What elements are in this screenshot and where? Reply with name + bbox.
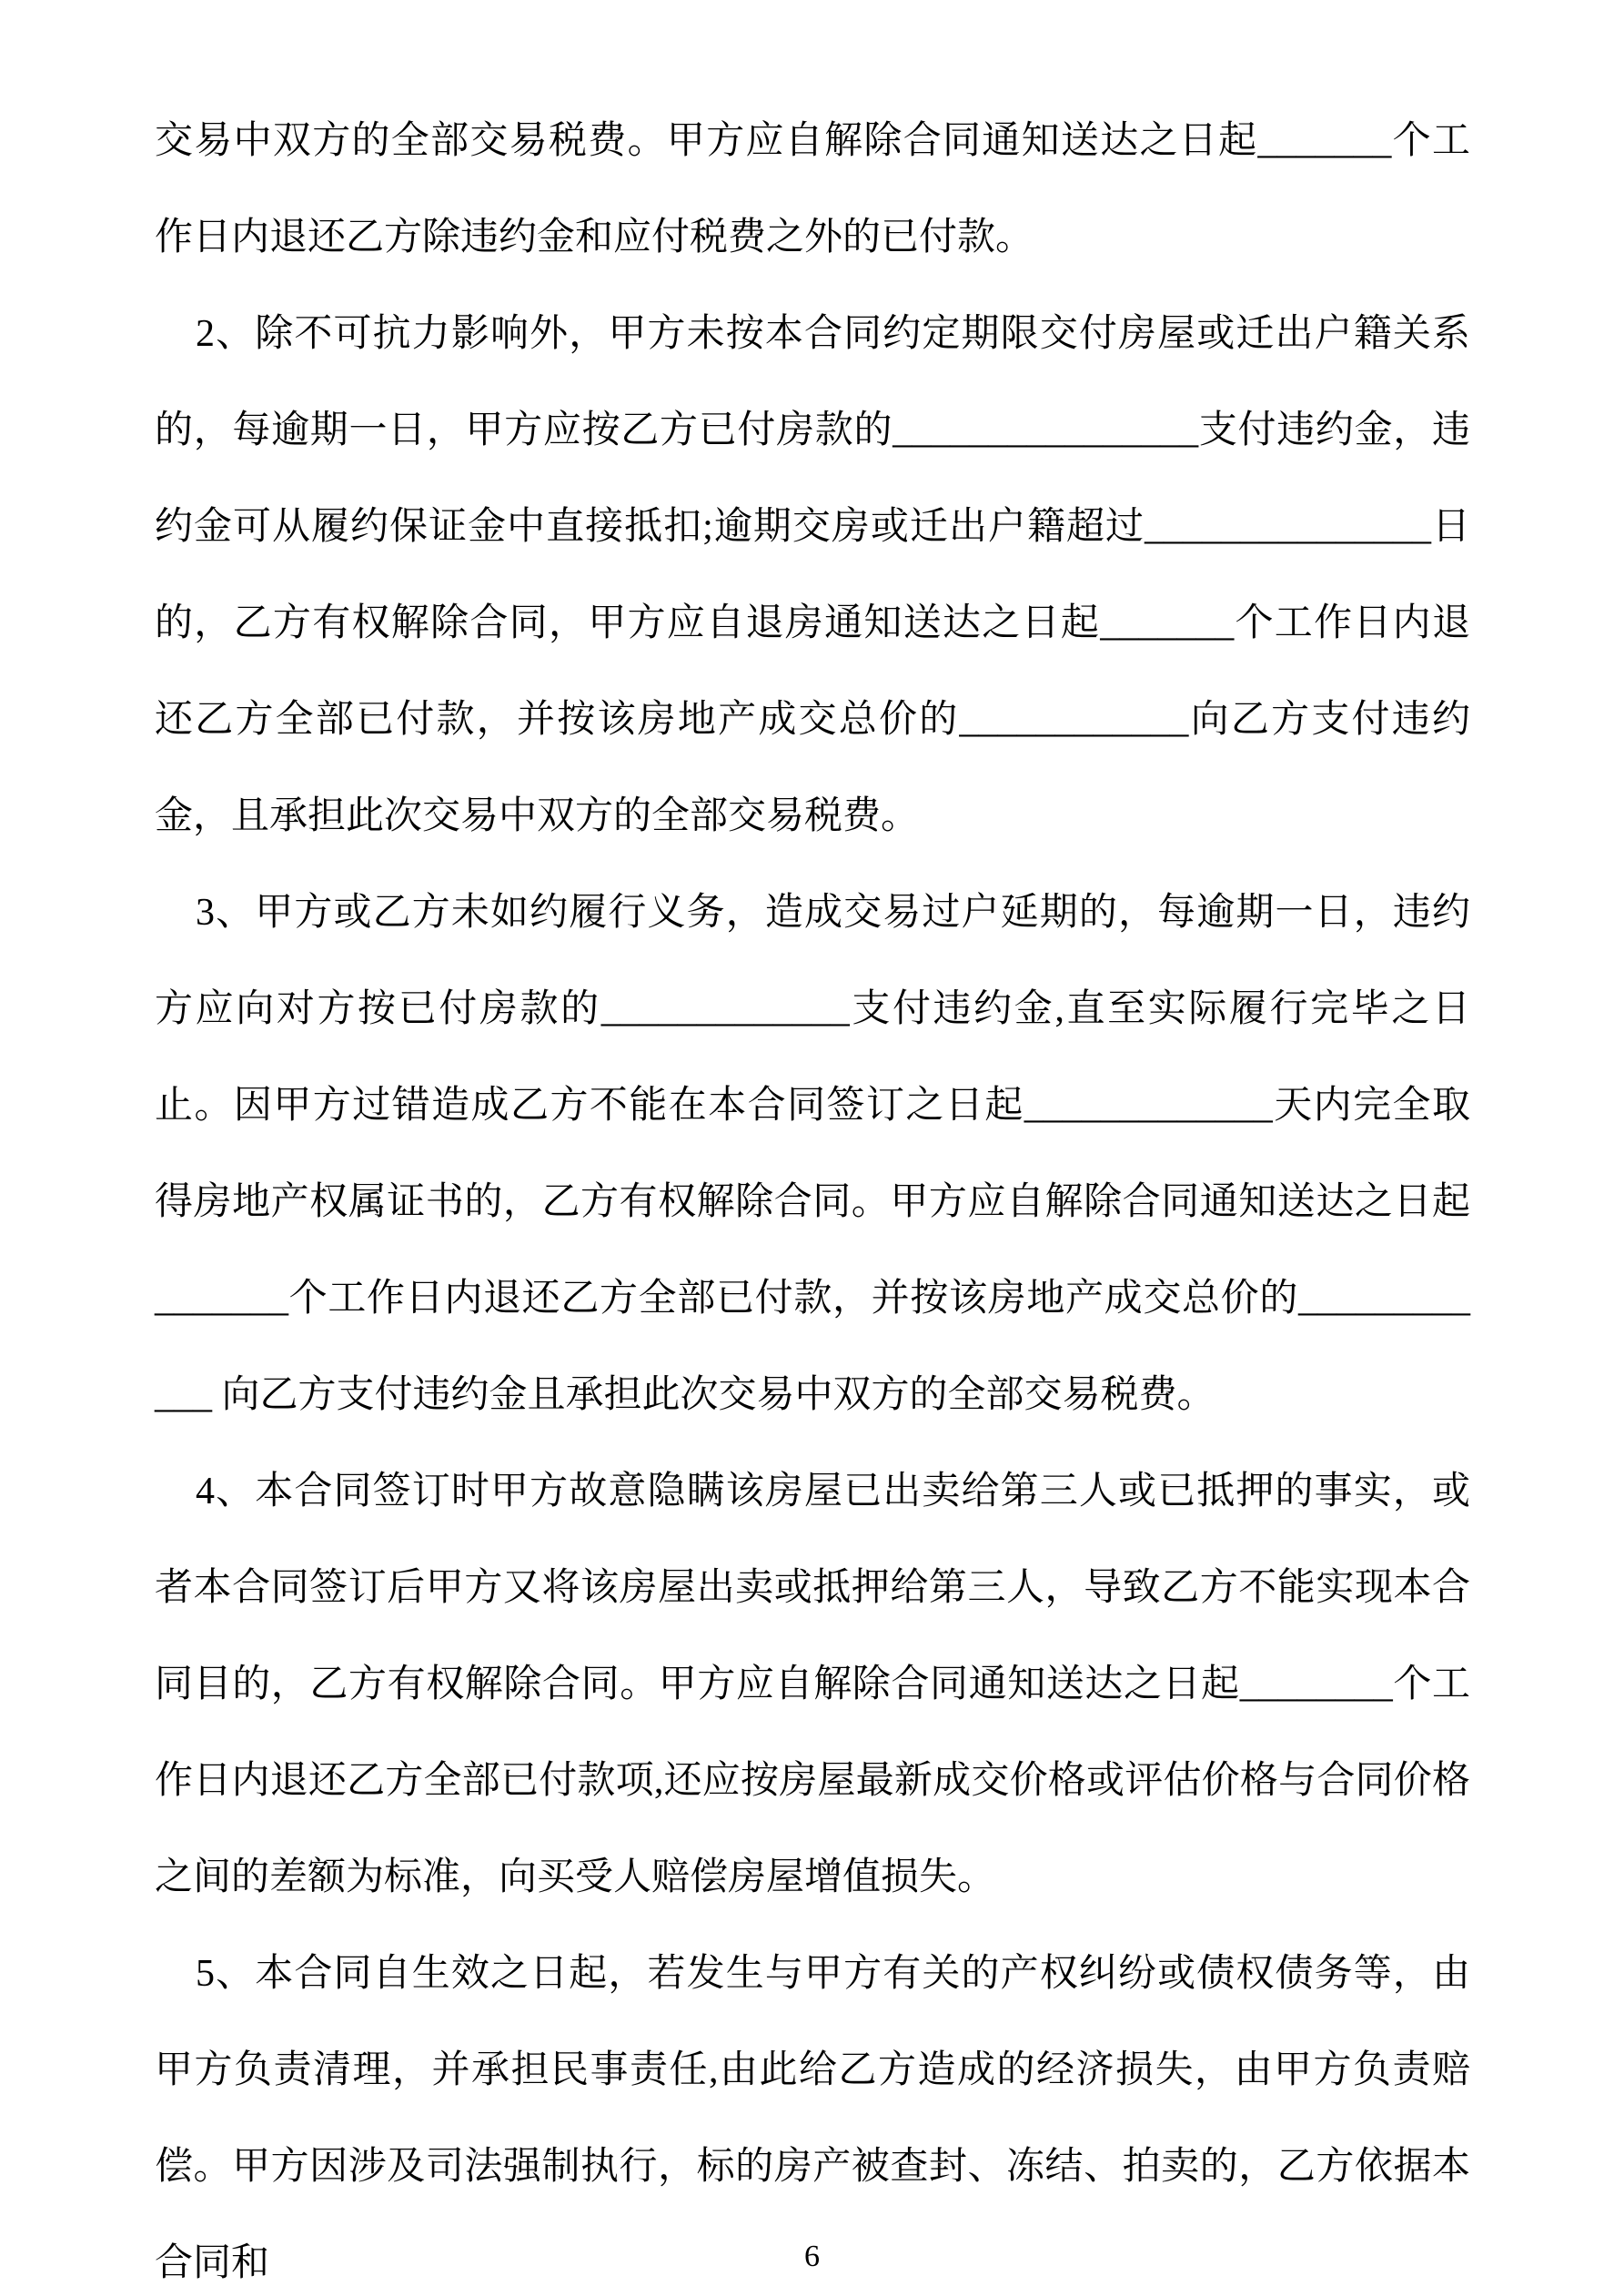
paragraph-clause-2: 2、除不可抗力影响外，甲方未按本合同约定期限交付房屋或迁出户籍关系的，每逾期一日，甲方应按乙方已付房款的________________支付违约金，违约金可从履约保证金中直接抵扣;逾期交房或迁出户籍超过_______________日的，乙方有权解除合同，甲方应自退房通知送达之日起_______个工作日内退还乙方全部已付款，并按该房地产成交总价的____________向乙方支付违约金，且承担此次交易中双方的全部交易税费。 <box>155 313 1470 837</box>
paragraph-clause-1-continuation: 交易中双方的全部交易税费。甲方应自解除合同通知送达之日起_______个工作日内退还乙方除违约金和应付税费之外的已付款。 <box>155 120 1470 258</box>
document-body <box>155 93 1470 2296</box>
paragraph-clause-5: 5、本合同自生效之日起，若发生与甲方有关的产权纠纷或债权债务等，由甲方负责清理，并承担民事责任,由此给乙方造成的经济损失，由甲方负责赔偿。甲方因涉及司法强制执行，标的房产被查封、冻结、拍卖的，乙方依据本合同和 <box>155 1953 1470 2284</box>
paragraph-clause-3: 3、甲方或乙方未如约履行义务，造成交易过户延期的，每逾期一日，违约方应向对方按已付房款的_____________支付违约金,直至实际履行完毕之日止。因甲方过错造成乙方不能在本合同签订之日起_____________天内完全取得房地产权属证书的，乙方有权解除合同。甲方应自解除合同通知送达之日起_______个工作日内退还乙方全部已付款，并按该房地产成交总价的____________ 向乙方支付违约金且承担此次交易中双方的全部交易税费。 <box>155 892 1470 1416</box>
page-number: 6 <box>804 2240 820 2274</box>
paragraph-clause-4: 4、本合同签订时甲方故意隐瞒该房屋已出卖给第三人或已抵押的事实，或者本合同签订后甲方又将该房屋出卖或抵押给第三人，导致乙方不能实现本合同目的，乙方有权解除合同。甲方应自解除合同通知送达之日起________个工作日内退还乙方全部已付款项,还应按房屋最新成交价格或评估价格与合同价格之间的差额为标准，向买受人赔偿房屋增值损失。 <box>155 1471 1470 1898</box>
